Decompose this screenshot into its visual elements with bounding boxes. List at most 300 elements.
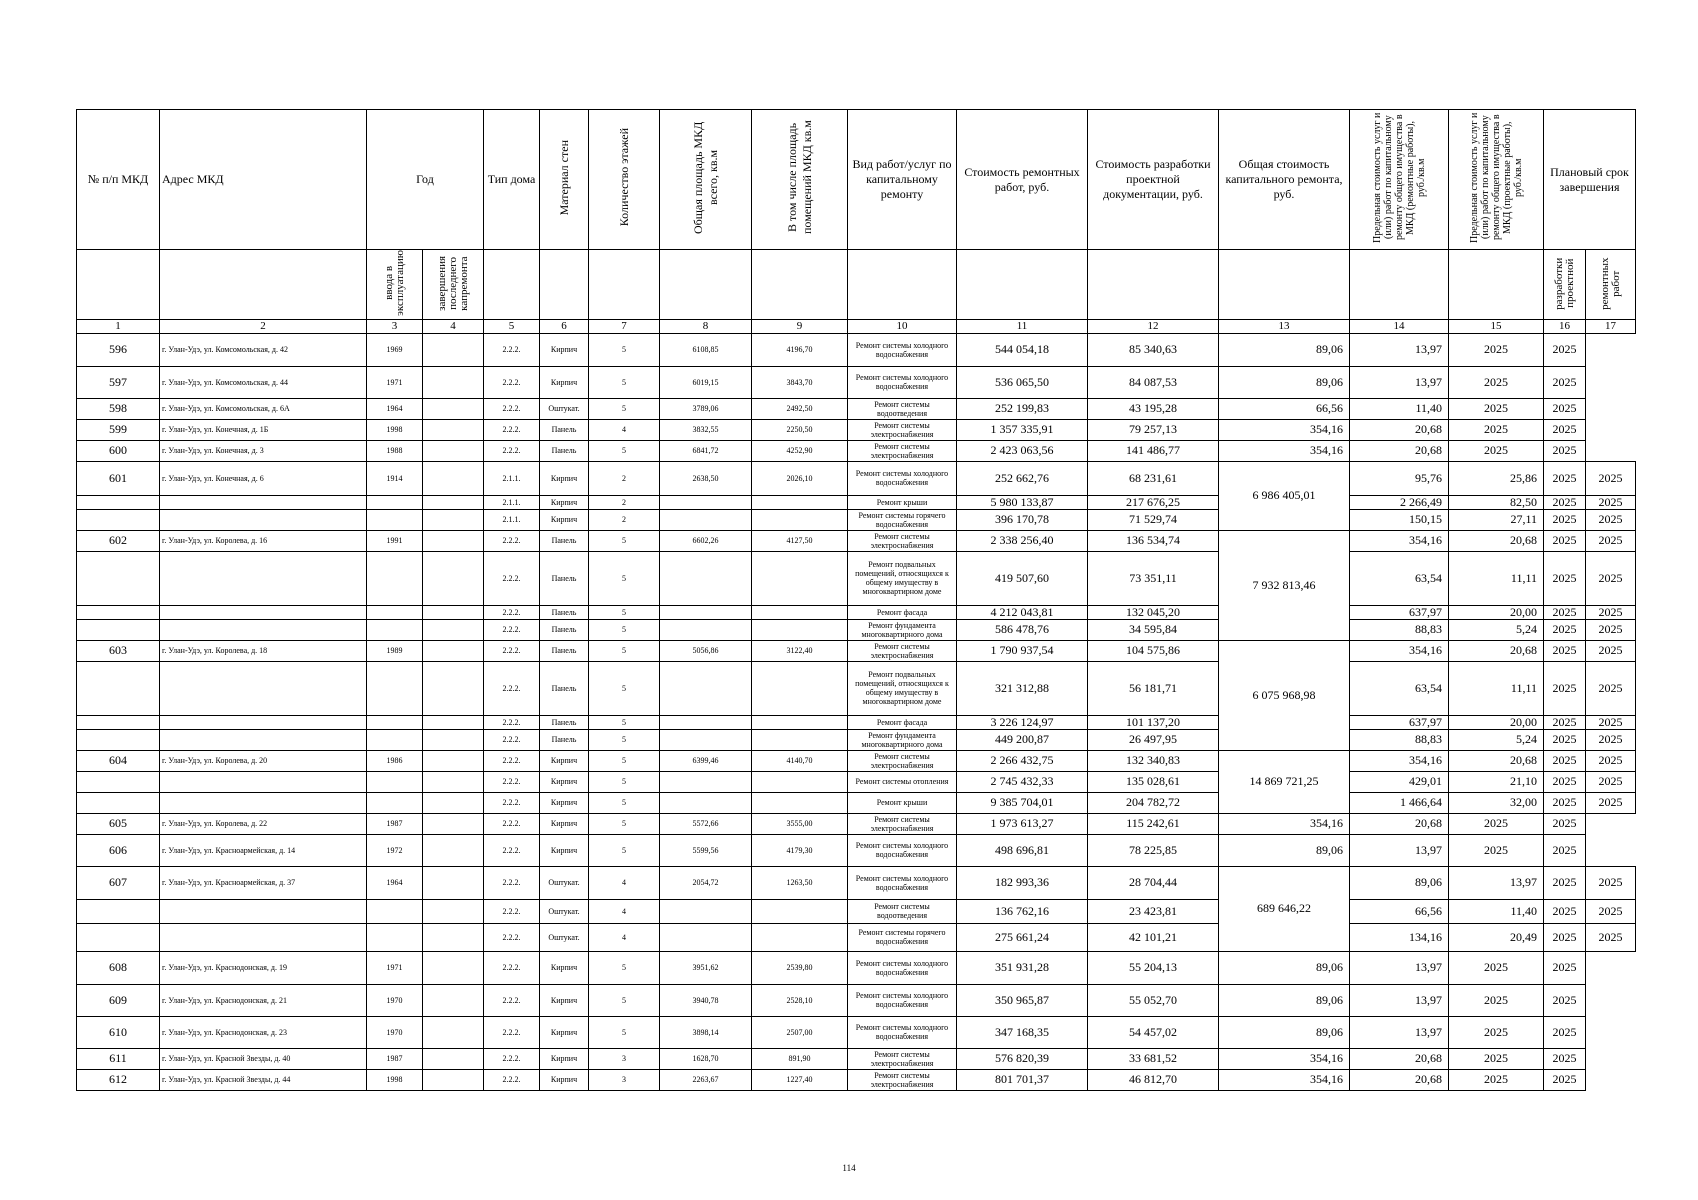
floors: 5 [589,640,660,661]
premises-area [752,605,848,619]
repair-cost: 2 745 432,33 [957,771,1088,792]
subheader-row [77,250,1636,320]
column-number-row [77,319,1636,333]
address [160,619,367,640]
total-area [660,551,752,605]
total-area: 3940,78 [660,984,752,1016]
repair-cost: 321 312,88 [957,661,1088,715]
limit-design: 20,00 [1449,715,1544,729]
wall-material: Кирпич [540,461,589,495]
design-cost: 73 351,11 [1088,551,1219,605]
total-area: 6602,26 [660,530,752,551]
wall-material: Кирпич [540,984,589,1016]
deadline-design: 2025 [1544,619,1586,640]
design-cost: 85 340,63 [1088,333,1219,366]
year-last-repair [423,984,484,1016]
limit-design: 20,68 [1449,640,1544,661]
table-row [77,640,1636,661]
work-type: Ремонт фундамента многоквартирного дома [848,729,957,750]
year-last-repair [423,530,484,551]
deadline-repair: 2025 [1586,866,1636,899]
row-number [77,661,160,715]
design-cost: 79 257,13 [1088,419,1219,440]
work-type: Ремонт системы холодного водоснабжения [848,333,957,366]
design-cost: 132 340,83 [1088,750,1219,771]
floors: 4 [589,866,660,899]
table-row [77,419,1636,440]
total-cost: 6 075 968,98 [1219,640,1350,750]
design-cost: 217 676,25 [1088,495,1219,509]
work-type: Ремонт фасада [848,605,957,619]
address: г. Улан-Удэ, ул. Королева, д. 18 [160,640,367,661]
deadline-design: 2025 [1544,715,1586,729]
work-type: Ремонт системы электроснабжения [848,640,957,661]
work-type: Ремонт системы холодного водоснабжения [848,984,957,1016]
row-number [77,509,160,530]
deadline-design: 2025 [1544,866,1586,899]
house-type: 2.2.2. [484,366,540,398]
repair-cost: 351 931,28 [957,951,1088,984]
work-type: Ремонт системы горячего водоснабжения [848,923,957,951]
table-row [77,1069,1636,1090]
col-header-deadline-design: разработки проектной [1544,250,1586,320]
row-number [77,495,160,509]
design-cost: 78 225,85 [1088,834,1219,866]
house-type: 2.2.2. [484,661,540,715]
house-type: 2.2.2. [484,984,540,1016]
limit-design: 32,00 [1449,792,1544,813]
address [160,771,367,792]
design-cost: 68 231,61 [1088,461,1219,495]
repair-cost: 586 478,76 [957,619,1088,640]
design-cost: 55 204,13 [1088,951,1219,984]
address: г. Улан-Удэ, ул. Комсомольская, д. 6А [160,398,367,419]
work-type: Ремонт системы электроснабжения [848,440,957,461]
premises-area [752,771,848,792]
col-header-year: Год [367,110,484,250]
total-area: 5572,66 [660,813,752,834]
total-area: 1628,70 [660,1048,752,1069]
year-commissioned [367,605,423,619]
year-commissioned: 1970 [367,1016,423,1048]
table-row [77,771,1636,792]
table-row [77,619,1636,640]
row-number [77,619,160,640]
limit-design: 27,11 [1449,509,1544,530]
limit-design: 11,11 [1449,551,1544,605]
repair-cost: 1 790 937,54 [957,640,1088,661]
col-header-no: № п/п МКД [77,110,160,250]
limit-repair: 89,06 [1219,951,1350,984]
repair-cost: 252 199,83 [957,398,1088,419]
deadline-design: 2025 [1544,509,1586,530]
premises-area: 4127,50 [752,530,848,551]
floors: 2 [589,509,660,530]
table-row [77,1048,1636,1069]
wall-material: Оштукат. [540,899,589,923]
house-type: 2.2.2. [484,530,540,551]
capital-repair-table [76,109,1636,1091]
table-row [77,866,1636,899]
address: г. Улан-Удэ, ул. Красной Звезды, д. 40 [160,1048,367,1069]
design-cost: 55 052,70 [1088,984,1219,1016]
design-cost: 141 486,77 [1088,440,1219,461]
column-number: 2 [160,319,367,333]
total-cost: 14 869 721,25 [1219,750,1350,813]
column-number: 8 [660,319,752,333]
deadline-design: 2025 [1449,984,1544,1016]
table-row [77,495,1636,509]
wall-material: Панель [540,640,589,661]
year-last-repair [423,899,484,923]
deadline-design: 2025 [1449,1048,1544,1069]
house-type: 2.2.2. [484,771,540,792]
row-number [77,923,160,951]
design-cost: 34 595,84 [1088,619,1219,640]
limit-design: 25,86 [1449,461,1544,495]
design-cost: 54 457,02 [1088,1016,1219,1048]
wall-material: Кирпич [540,951,589,984]
limit-design: 13,97 [1350,1016,1449,1048]
work-type: Ремонт системы электроснабжения [848,813,957,834]
col-header-total-area: Общая площадь МКД всего, кв.м [660,110,752,250]
work-type: Ремонт системы холодного водоснабжения [848,366,957,398]
deadline-repair: 2025 [1586,619,1636,640]
limit-repair: 89,06 [1219,1016,1350,1048]
address [160,661,367,715]
premises-area [752,729,848,750]
floors: 5 [589,619,660,640]
table-row [77,461,1636,495]
design-cost: 42 101,21 [1088,923,1219,951]
house-type: 2.2.2. [484,1069,540,1090]
deadline-repair: 2025 [1544,366,1586,398]
limit-repair: 354,16 [1219,1048,1350,1069]
wall-material: Кирпич [540,1048,589,1069]
deadline-repair: 2025 [1586,530,1636,551]
repair-cost: 801 701,37 [957,1069,1088,1090]
repair-cost: 498 696,81 [957,834,1088,866]
floors: 3 [589,1069,660,1090]
wall-material: Оштукат. [540,866,589,899]
year-commissioned [367,661,423,715]
house-type: 2.2.2. [484,813,540,834]
floors: 5 [589,813,660,834]
deadline-design: 2025 [1544,495,1586,509]
year-last-repair [423,866,484,899]
premises-area [752,661,848,715]
address: г. Улан-Удэ, ул. Краснодонская, д. 21 [160,984,367,1016]
repair-cost: 2 338 256,40 [957,530,1088,551]
wall-material: Кирпич [540,792,589,813]
year-commissioned [367,729,423,750]
year-commissioned: 1987 [367,813,423,834]
floors: 5 [589,984,660,1016]
deadline-design: 2025 [1544,661,1586,715]
total-area: 2054,72 [660,866,752,899]
year-commissioned: 1964 [367,866,423,899]
floors: 5 [589,834,660,866]
design-cost: 71 529,74 [1088,509,1219,530]
floors: 4 [589,899,660,923]
col-header-year-last-repair: завершения последнего капремонта [423,250,484,320]
work-type: Ремонт фасада [848,715,957,729]
deadline-repair: 2025 [1544,333,1586,366]
deadline-repair: 2025 [1586,771,1636,792]
wall-material: Панель [540,530,589,551]
deadline-design: 2025 [1544,461,1586,495]
limit-repair: 150,15 [1350,509,1449,530]
premises-area: 2492,50 [752,398,848,419]
address [160,509,367,530]
address [160,729,367,750]
limit-repair: 88,83 [1350,619,1449,640]
limit-repair: 89,06 [1219,333,1350,366]
limit-repair: 637,97 [1350,605,1449,619]
house-type: 2.2.2. [484,640,540,661]
limit-repair: 1 466,64 [1350,792,1449,813]
floors: 5 [589,440,660,461]
floors: 5 [589,715,660,729]
row-number [77,729,160,750]
wall-material: Кирпич [540,366,589,398]
limit-design: 20,68 [1350,440,1449,461]
work-type: Ремонт системы холодного водоснабжения [848,1016,957,1048]
deadline-repair: 2025 [1586,750,1636,771]
design-cost: 135 028,61 [1088,771,1219,792]
year-last-repair [423,461,484,495]
design-cost: 132 045,20 [1088,605,1219,619]
floors: 5 [589,729,660,750]
floors: 4 [589,419,660,440]
table-row [77,715,1636,729]
col-header-work-type: Вид работ/услуг по капитальному ремонту [848,110,957,250]
house-type: 2.2.2. [484,834,540,866]
year-last-repair [423,771,484,792]
wall-material: Панель [540,729,589,750]
deadline-design: 2025 [1449,366,1544,398]
limit-design: 21,10 [1449,771,1544,792]
work-type: Ремонт системы электроснабжения [848,419,957,440]
premises-area: 2250,50 [752,419,848,440]
year-commissioned [367,551,423,605]
row-number [77,605,160,619]
wall-material: Панель [540,440,589,461]
deadline-repair: 2025 [1586,715,1636,729]
design-cost: 136 534,74 [1088,530,1219,551]
limit-repair: 95,76 [1350,461,1449,495]
year-commissioned: 1991 [367,530,423,551]
limit-design: 20,68 [1350,813,1449,834]
year-last-repair [423,509,484,530]
total-area [660,792,752,813]
premises-area: 1227,40 [752,1069,848,1090]
total-cost: 6 986 405,01 [1219,461,1350,530]
wall-material: Кирпич [540,495,589,509]
premises-area: 2528,10 [752,984,848,1016]
wall-material: Панель [540,715,589,729]
premises-area [752,495,848,509]
col-header-deadline: Плановый срок завершения [1544,110,1636,250]
wall-material: Кирпич [540,834,589,866]
limit-design: 20,68 [1350,1048,1449,1069]
year-last-repair [423,440,484,461]
repair-cost: 347 168,35 [957,1016,1088,1048]
limit-repair: 429,01 [1350,771,1449,792]
year-last-repair [423,715,484,729]
deadline-repair: 2025 [1544,951,1586,984]
limit-design: 13,97 [1350,333,1449,366]
col-header-deadline-repair: ремонтных работ [1586,250,1636,320]
year-commissioned [367,899,423,923]
table-row [77,813,1636,834]
address: г. Улан-Удэ, ул. Конечная, д. 1Б [160,419,367,440]
house-type: 2.2.2. [484,398,540,419]
col-header-floors: Количество этажей [589,110,660,250]
year-commissioned: 1971 [367,951,423,984]
wall-material: Кирпич [540,771,589,792]
limit-repair: 89,06 [1219,834,1350,866]
address [160,715,367,729]
year-commissioned: 1972 [367,834,423,866]
house-type: 2.1.1. [484,509,540,530]
table-row [77,366,1636,398]
col-header-limit-repair: Предельная стоимость услуг и (или) работ по капитальному ремонту общего имущества в МКД (ремонтные работы), руб./кв.м [1350,110,1449,250]
table-row [77,1016,1636,1048]
row-number: 609 [77,984,160,1016]
work-type: Ремонт подвальных помещений, относящихся к общему имуществу в многоквартирном доме [848,661,957,715]
design-cost: 56 181,71 [1088,661,1219,715]
address: г. Улан-Удэ, ул. Красноармейская, д. 14 [160,834,367,866]
house-type: 2.2.2. [484,792,540,813]
row-number: 596 [77,333,160,366]
limit-repair: 66,56 [1350,899,1449,923]
deadline-repair: 2025 [1586,461,1636,495]
year-commissioned: 1971 [367,366,423,398]
row-number: 605 [77,813,160,834]
row-number [77,551,160,605]
table-row [77,551,1636,605]
year-last-repair [423,398,484,419]
work-type: Ремонт системы холодного водоснабжения [848,461,957,495]
limit-repair: 354,16 [1350,530,1449,551]
row-number: 599 [77,419,160,440]
limit-design: 13,97 [1350,834,1449,866]
house-type: 2.2.2. [484,551,540,605]
floors: 5 [589,1016,660,1048]
col-header-house-type: Тип дома [484,110,540,250]
deadline-design: 2025 [1544,729,1586,750]
repair-cost: 3 226 124,97 [957,715,1088,729]
deadline-repair: 2025 [1544,984,1586,1016]
year-last-repair [423,792,484,813]
house-type: 2.2.2. [484,1016,540,1048]
premises-area: 4252,90 [752,440,848,461]
floors: 5 [589,551,660,605]
premises-area: 3122,40 [752,640,848,661]
total-area: 3951,62 [660,951,752,984]
repair-cost: 182 993,36 [957,866,1088,899]
deadline-design: 2025 [1449,398,1544,419]
total-area [660,495,752,509]
col-header-total-cost: Общая стоимость капитального ремонта, руб. [1219,110,1350,250]
premises-area: 3843,70 [752,366,848,398]
row-number: 597 [77,366,160,398]
table-row [77,530,1636,551]
year-commissioned [367,792,423,813]
address [160,551,367,605]
deadline-design: 2025 [1544,899,1586,923]
address [160,605,367,619]
year-commissioned: 1914 [367,461,423,495]
design-cost: 104 575,86 [1088,640,1219,661]
table-row [77,398,1636,419]
premises-area [752,619,848,640]
wall-material: Панель [540,605,589,619]
deadline-design: 2025 [1449,419,1544,440]
row-number: 611 [77,1048,160,1069]
deadline-repair: 2025 [1544,1069,1586,1090]
year-last-repair [423,495,484,509]
total-area: 6399,46 [660,750,752,771]
limit-repair: 637,97 [1350,715,1449,729]
deadline-repair: 2025 [1544,834,1586,866]
design-cost: 26 497,95 [1088,729,1219,750]
house-type: 2.1.1. [484,495,540,509]
work-type: Ремонт подвальных помещений, относящихся к общему имуществу в многоквартирном доме [848,551,957,605]
total-area [660,605,752,619]
deadline-design: 2025 [1544,750,1586,771]
year-last-repair [423,1048,484,1069]
total-area: 3789,06 [660,398,752,419]
address: г. Улан-Удэ, ул. Краснодонская, д. 19 [160,951,367,984]
wall-material: Панель [540,419,589,440]
premises-area [752,923,848,951]
total-area [660,661,752,715]
deadline-repair: 2025 [1544,1048,1586,1069]
limit-repair: 134,16 [1350,923,1449,951]
col-header-repair-cost: Стоимость ремонтных работ, руб. [957,110,1088,250]
address: г. Улан-Удэ, ул. Комсомольская, д. 42 [160,333,367,366]
address: г. Улан-Удэ, ул. Королева, д. 16 [160,530,367,551]
table-row [77,729,1636,750]
year-last-repair [423,619,484,640]
limit-design: 11,40 [1350,398,1449,419]
col-header-design-cost: Стоимость разработки проектной документации, руб. [1088,110,1219,250]
wall-material: Оштукат. [540,398,589,419]
limit-design: 82,50 [1449,495,1544,509]
limit-repair: 354,16 [1219,440,1350,461]
year-commissioned [367,619,423,640]
table-row [77,605,1636,619]
year-last-repair [423,366,484,398]
row-number: 602 [77,530,160,551]
row-number: 610 [77,1016,160,1048]
deadline-design: 2025 [1544,640,1586,661]
deadline-design: 2025 [1449,333,1544,366]
house-type: 2.1.1. [484,461,540,495]
year-commissioned: 1964 [367,398,423,419]
wall-material: Кирпич [540,750,589,771]
year-commissioned: 1988 [367,440,423,461]
floors: 5 [589,750,660,771]
limit-design: 13,97 [1449,866,1544,899]
premises-area [752,715,848,729]
col-header-wall-material: Материал стен [540,110,589,250]
year-commissioned [367,715,423,729]
column-number: 11 [957,319,1088,333]
house-type: 2.2.2. [484,729,540,750]
